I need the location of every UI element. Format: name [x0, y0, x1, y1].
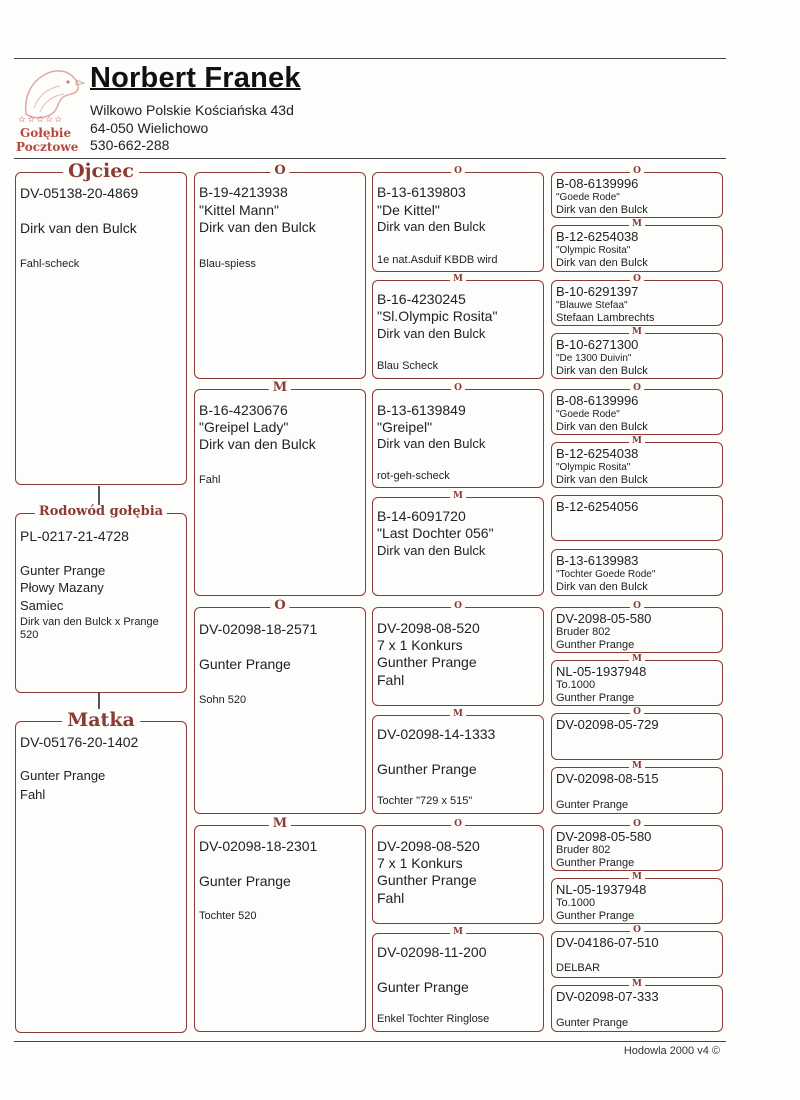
gen4-card-9 [551, 601, 723, 653]
subject-breeder: Gunter Prange [20, 563, 106, 578]
gen4-card-15 [551, 925, 723, 978]
gen4-name: To.1000 [556, 679, 596, 691]
mff-breeder: Gunther Prange [377, 654, 477, 670]
ffm-breeder: Dirk van den Bulck [377, 326, 486, 341]
label-m: M [629, 327, 645, 338]
label-m: M [629, 979, 645, 990]
gen4-ring: B-12-6254038 [556, 446, 639, 461]
label-o: O [451, 601, 465, 612]
fmm-breeder: Dirk van den Bulck [377, 543, 486, 558]
mfm-ring: DV-02098-14-1333 [377, 726, 496, 742]
fff-ring: B-13-6139803 [377, 184, 466, 200]
gen4-card-1 [551, 166, 723, 218]
footer-text: Hodowla 2000 v4 © [623, 1045, 720, 1057]
gen4-ring: B-10-6291397 [556, 284, 639, 299]
fm-breeder: Dirk van den Bulck [199, 436, 316, 452]
mm-note: Tochter 520 [199, 910, 257, 922]
mfm-breeder: Gunther Prange [377, 761, 477, 777]
label-o: O [630, 601, 644, 612]
fmm-ring: B-14-6091720 [377, 508, 466, 524]
gen4-breeder: Dirk van den Bulck [556, 474, 648, 486]
mff-line2: 7 x 1 Konkurs [377, 637, 463, 653]
logo-text-1: Gołębie [20, 126, 72, 140]
gen4-breeder: Dirk van den Bulck [556, 365, 648, 377]
gen4-name: "De 1300 Duivin" [556, 353, 632, 364]
gen4-breeder: Dirk van den Bulck [556, 581, 648, 593]
gen4-breeder: Gunther Prange [556, 857, 635, 869]
subject-sex: Samiec [20, 598, 64, 613]
fmm-card [372, 491, 544, 596]
gen4-card-4 [551, 327, 723, 379]
fff-breeder: Dirk van den Bulck [377, 219, 486, 234]
gen4-ring: DV-02098-07-333 [556, 989, 659, 1004]
fff-note: 1e nat.Asduif KBDB wird [377, 254, 498, 266]
mother-ring: DV-05176-20-1402 [20, 734, 139, 750]
ffm-ring: B-16-4230245 [377, 291, 466, 307]
owner-name: Norbert Franek [90, 62, 301, 94]
fm-name: "Greipel Lady" [199, 419, 289, 435]
mmf-breeder: Gunther Prange [377, 872, 477, 888]
ff-breeder: Dirk van den Bulck [199, 219, 316, 235]
subject-color: Płowy Mazany [20, 580, 104, 595]
label-m: M [450, 709, 466, 720]
subject-note-2: 520 [20, 629, 39, 641]
header-top-rule [14, 58, 726, 59]
gen4-ring: B-13-6139983 [556, 553, 639, 568]
logo-text-2: Pocztowe [16, 140, 79, 154]
mmm-note: Enkel Tochter Ringlose [377, 1013, 490, 1025]
mmf-ring: DV-2098-08-520 [377, 838, 480, 854]
mother-dam-card [194, 816, 366, 1032]
gen4-ring: DV-04186-07-510 [556, 935, 659, 950]
mmf-color: Fahl [377, 890, 405, 906]
mother-breeder: Gunter Prange [20, 768, 106, 783]
label-m: M [269, 817, 291, 831]
mmf-card [372, 819, 544, 924]
father-color: Fahl-scheck [20, 258, 80, 270]
father-ring: DV-05138-20-4869 [20, 185, 139, 201]
gen4-ring: DV-2098-05-580 [556, 611, 652, 626]
gen4-ring: DV-02098-05-729 [556, 717, 659, 732]
ffm-name: "Sl.Olympic Rosita" [377, 308, 498, 324]
mf-ring: DV-02098-18-2571 [199, 621, 318, 637]
fff-name: "De Kittel" [377, 202, 440, 218]
gen4-name: "Goede Rode" [556, 409, 620, 420]
gen4-ring: NL-05-1937948 [556, 882, 647, 897]
mfm-note: Tochter "729 x 515" [377, 795, 473, 807]
gen4-breeder: Gunther Prange [556, 910, 635, 922]
mmf-line2: 7 x 1 Konkurs [377, 855, 463, 871]
mmm-breeder: Gunter Prange [377, 979, 469, 995]
ffm-card [372, 274, 544, 379]
gen4-card-8 [551, 549, 723, 596]
logo-stars: ☆☆☆☆☆ [18, 114, 64, 124]
fm-ring: B-16-4230676 [199, 402, 288, 418]
gen4-breeder: Dirk van den Bulck [556, 257, 648, 269]
phone: 530-662-288 [90, 137, 170, 153]
address-line-2: 64-050 Wielichowo [90, 120, 209, 136]
label-o: O [270, 599, 289, 613]
gen4-card-3 [551, 274, 723, 326]
fmf-note: rot-geh-scheck [377, 470, 450, 482]
mm-ring: DV-02098-18-2301 [199, 838, 318, 854]
header-bottom-rule [14, 158, 726, 159]
gen4-ring: NL-05-1937948 [556, 664, 647, 679]
gen4-breeder: Dirk van den Bulck [556, 204, 648, 216]
logo [14, 62, 86, 154]
mother-color: Fahl [20, 787, 46, 802]
address-line-1: Wilkowo Polskie Kościańska 43d [90, 102, 294, 118]
gen4-card-14 [551, 872, 723, 924]
gen4-ring: DV-02098-08-515 [556, 771, 659, 786]
mff-ring: DV-2098-08-520 [377, 620, 480, 636]
label-o: O [630, 925, 644, 936]
footer-rule [14, 1041, 726, 1042]
gen4-breeder: Dirk van den Bulck [556, 421, 648, 433]
gen4-name: "Blauwe Stefaa" [556, 300, 628, 311]
gen4-card-10 [551, 654, 723, 706]
subject-card [15, 504, 187, 693]
mmm-ring: DV-02098-11-200 [377, 944, 487, 960]
label-m: M [269, 381, 291, 395]
ff-ring: B-19-4213938 [199, 184, 288, 200]
fmf-card [372, 383, 544, 488]
gen4-breeder: Gunter Prange [556, 799, 629, 811]
mother-card [15, 709, 187, 1033]
gen4-name: "Tochter Goede Rode" [556, 569, 656, 580]
gen4-breeder: Gunter Prange [556, 1017, 629, 1029]
gen4-card-12 [551, 761, 723, 814]
gen4-name: Bruder 802 [556, 626, 611, 638]
mf-note: Sohn 520 [199, 694, 247, 706]
ffm-note: Blau Scheck [377, 360, 439, 372]
fff-card [372, 166, 544, 272]
father-dam-card [194, 380, 366, 596]
label-m: M [450, 274, 466, 285]
gen4-breeder: Gunther Prange [556, 639, 635, 651]
label-m: M [629, 219, 645, 230]
mm-breeder: Gunter Prange [199, 873, 291, 889]
gen4-card-2 [551, 219, 723, 272]
subject-note-1: Dirk van den Bulck x Prange [20, 616, 159, 628]
fmf-ring: B-13-6139849 [377, 402, 466, 418]
gen4-name: "Olympic Rosita" [556, 245, 631, 256]
label-m: M [629, 654, 645, 665]
mff-color: Fahl [377, 672, 405, 688]
gen4-card-7 [551, 495, 723, 541]
label-o: O [630, 819, 644, 830]
fm-color: Fahl [199, 474, 221, 486]
fmf-name: "Greipel" [377, 419, 433, 435]
gen4-ring: B-12-6254056 [556, 499, 639, 514]
label-o: O [451, 166, 465, 177]
gen4-name: DELBAR [556, 962, 601, 974]
mmm-card [372, 927, 544, 1032]
father-label: Ojciec [63, 160, 139, 182]
gen4-name: To.1000 [556, 897, 596, 909]
gen4-name: Bruder 802 [556, 844, 611, 856]
gen4-name: "Goede Rode" [556, 192, 620, 203]
label-m: M [450, 491, 466, 502]
label-m: M [629, 872, 645, 883]
label-o: O [630, 274, 644, 285]
label-m: M [450, 927, 466, 938]
label-o: O [630, 707, 644, 718]
gen4-card-11 [551, 707, 723, 760]
gen4-ring: B-10-6271300 [556, 337, 639, 352]
father-sire-card [194, 163, 366, 379]
ff-color: Blau-spiess [199, 258, 256, 270]
mf-breeder: Gunter Prange [199, 656, 291, 672]
gen4-breeder: Stefaan Lambrechts [556, 312, 655, 324]
mff-card [372, 601, 544, 706]
father-breeder: Dirk van den Bulck [20, 220, 137, 236]
father-card [15, 160, 187, 485]
label-o: O [270, 164, 289, 178]
label-o: O [630, 383, 644, 394]
label-o: O [451, 383, 465, 394]
gen4-ring: B-12-6254038 [556, 229, 639, 244]
mother-sire-card [194, 598, 366, 814]
gen4-card-16 [551, 979, 723, 1032]
gen4-name: "Olympic Rosita" [556, 462, 631, 473]
label-o: O [451, 819, 465, 830]
gen4-card-5 [551, 383, 723, 435]
gen4-card-6 [551, 436, 723, 488]
label-o: O [630, 166, 644, 177]
gen4-card-13 [551, 819, 723, 871]
fmm-name: "Last Dochter 056" [377, 525, 494, 541]
mfm-card [372, 709, 544, 814]
pedigree-label: Rodowód gołębia [35, 505, 167, 519]
gen4-ring: B-08-6139996 [556, 176, 639, 191]
gen4-ring: B-08-6139996 [556, 393, 639, 408]
label-m: M [629, 436, 645, 447]
gen4-breeder: Gunther Prange [556, 692, 635, 704]
label-m: M [629, 761, 645, 772]
gen4-ring: DV-2098-05-580 [556, 829, 652, 844]
fmf-breeder: Dirk van den Bulck [377, 436, 486, 451]
mother-label: Matka [62, 709, 140, 731]
subject-ring: PL-0217-21-4728 [20, 528, 129, 544]
ff-name: "Kittel Mann" [199, 202, 279, 218]
